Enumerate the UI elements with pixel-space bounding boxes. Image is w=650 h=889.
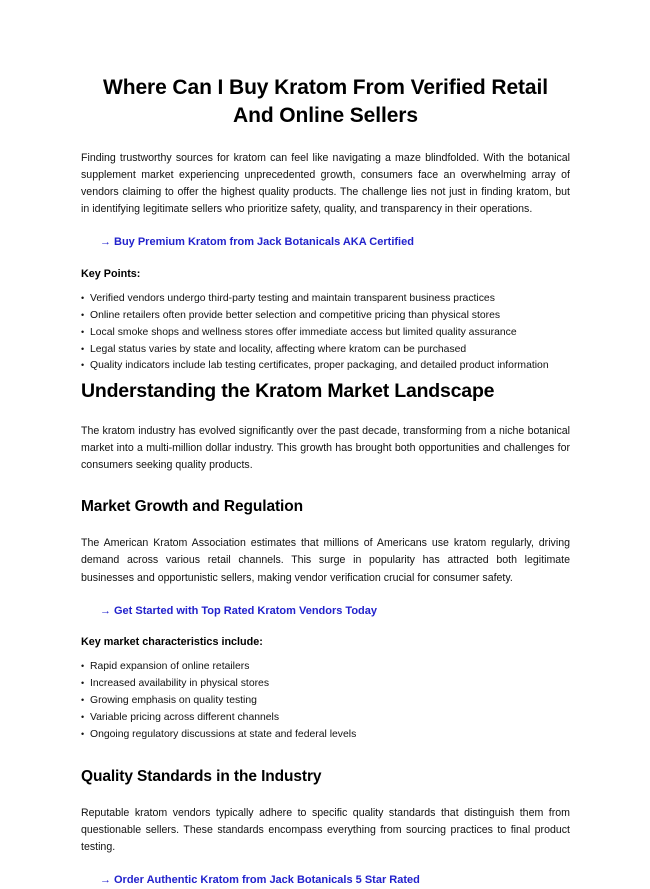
- list-item: • Online retailers often provide better selection and competitive pricing than physical stores: [81, 308, 570, 325]
- arrow-right-icon: →: [100, 874, 111, 887]
- key-points-list: [81, 291, 570, 375]
- list-item: • Growing emphasis on quality testing: [81, 693, 570, 710]
- section-heading-quality-standards: Quality Standards in the Industry: [81, 767, 322, 785]
- market-characteristics-heading: Key market characteristics include:: [81, 636, 263, 649]
- key-points-heading: Key Points:: [81, 267, 141, 280]
- list-item: • Variable pricing across different channels: [81, 710, 570, 727]
- cta-link-get-started[interactable]: [81, 603, 570, 620]
- list-item: • Verified vendors undergo third-party testing and maintain transparent business practices: [81, 291, 570, 308]
- market-growth-paragraph: The American Kratom Association estimates that millions of Americans use kratom regularly, driving demand across various retail channels. This surge in popularity has attracted both legitimate businesses and opportunistic sellers, making vendor verification crucial for consumer safety.: [81, 537, 570, 584]
- list-item: • Ongoing regulatory discussions at state and federal levels: [81, 727, 570, 744]
- section-heading-market-landscape: Understanding the Kratom Market Landscape: [81, 380, 495, 403]
- list-item: • Increased availability in physical stores: [81, 676, 570, 693]
- cta-link-buy-premium-kratom[interactable]: [81, 234, 570, 251]
- cta-link-label: Buy Premium Kratom from Jack Botanicals AKA Certified: [114, 236, 414, 249]
- cta-link-label: Order Authentic Kratom from Jack Botanicals 5 Star Rated: [114, 874, 420, 887]
- market-characteristics-list: [81, 659, 570, 743]
- list-item: • Local smoke shops and wellness stores offer immediate access but limited quality assurance: [81, 325, 570, 342]
- intro-paragraph: Finding trustworthy sources for kratom can feel like navigating a maze blindfolded. With the botanical supplement market experiencing unprecedented growth, consumers face an overwhelming array of vendors claiming to offer the highest quality products. The challenge lies not just in finding kratom, but in identifying legitimate sellers who prioritize safety, quality, and transparency in their operations.: [81, 151, 570, 216]
- cta-link-label: Get Started with Top Rated Kratom Vendors Today: [114, 604, 378, 617]
- quality-standards-paragraph: Reputable kratom vendors typically adhere to specific quality standards that distinguish them from questionable sellers. These standards encompass everything from sourcing practices to final product testing.: [81, 806, 570, 854]
- market-landscape-paragraph: The kratom industry has evolved significantly over the past decade, transforming from a niche botanical market into a multi-million dollar industry. This growth has brought both opportunities and challenges for consumers seeking quality products.: [81, 424, 570, 471]
- list-item: • Rapid expansion of online retailers: [81, 659, 570, 676]
- list-item: • Quality indicators include lab testing certificates, proper packaging, and detailed product information: [81, 358, 570, 375]
- cta-link-order-authentic[interactable]: [81, 872, 570, 889]
- list-item: • Legal status varies by state and locality, affecting where kratom can be purchased: [81, 342, 570, 359]
- page-title: Where Can I Buy Kratom From Verified Retail And Online Sellers: [103, 76, 548, 127]
- arrow-right-icon: →: [100, 604, 111, 617]
- arrow-right-icon: →: [100, 236, 111, 249]
- section-heading-market-growth: Market Growth and Regulation: [81, 498, 303, 516]
